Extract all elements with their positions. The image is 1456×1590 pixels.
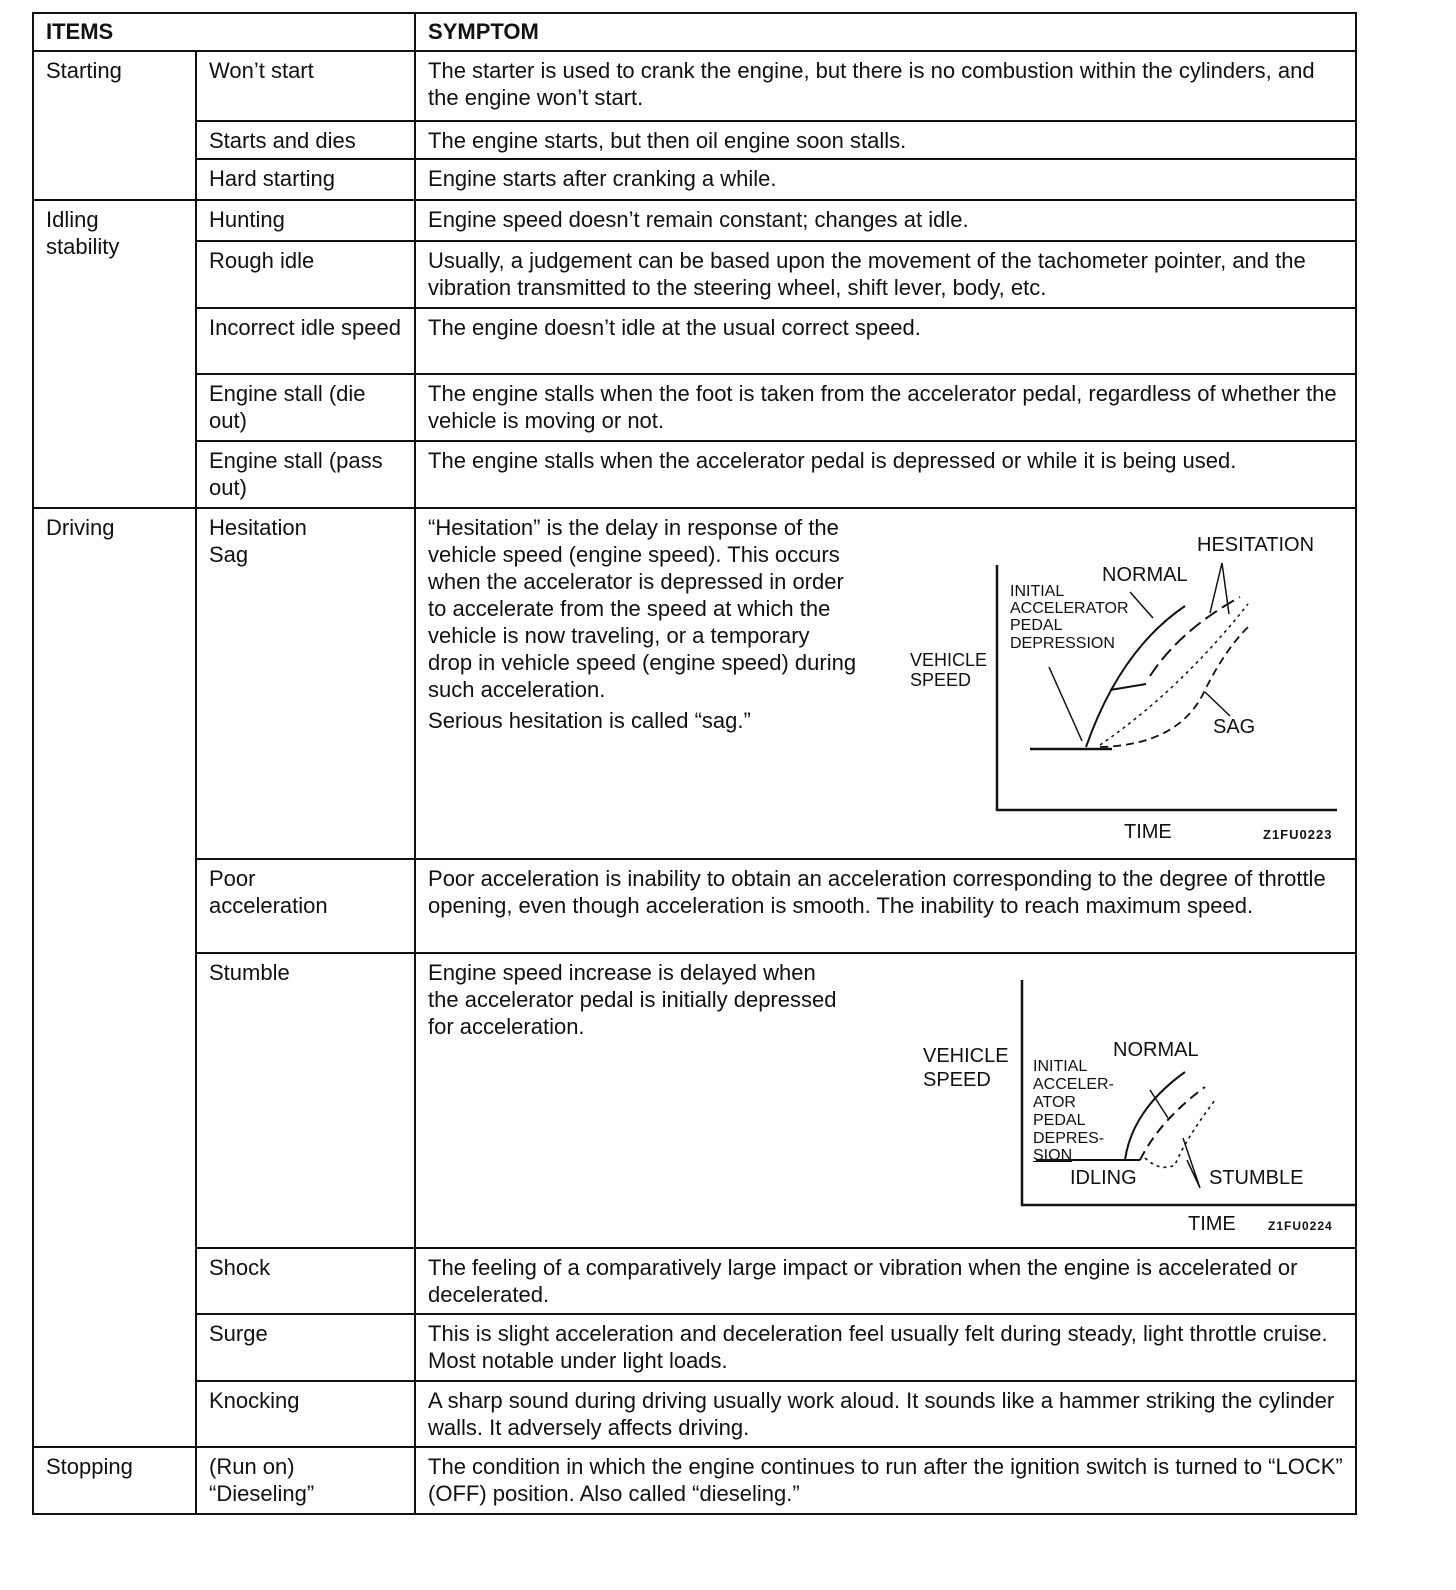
item: Hunting xyxy=(196,200,415,241)
symptom-table xyxy=(32,12,1357,1515)
table-row xyxy=(33,374,1356,441)
symptom-text: “Hesitation” is the delay in response of the vehicle speed (engine speed). This occurs when the accelerator is depressed in order to accelerate from the speed at which the vehicle is now traveling, or a temporary drop in vehicle speed (engine speed) during such acceleration. xyxy=(428,515,857,702)
item: Starts and dies xyxy=(196,121,415,159)
group-label: Idling stability xyxy=(46,207,120,259)
item: Won’t start xyxy=(196,51,415,121)
item: Hard starting xyxy=(196,159,415,200)
label-initial: PEDAL xyxy=(1033,1112,1086,1129)
symptom: The engine stalls when the foot is taken from the accelerator pedal, regardless of whether the vehicle is moving or not. xyxy=(415,374,1356,441)
table-row xyxy=(33,1381,1356,1447)
symptom: Engine speed doesn’t remain constant; changes at idle. xyxy=(415,200,1356,241)
group-stopping: Stopping xyxy=(33,1447,196,1514)
label-sag: SAG xyxy=(1213,716,1256,738)
group-driving: Driving xyxy=(33,508,196,1447)
label-initial: INITIAL xyxy=(1033,1058,1088,1075)
table-row xyxy=(33,1248,1356,1314)
symptom: Engine speed increase is delayed when the accelerator pedal is initially depressed for acceleration. xyxy=(415,953,1356,1248)
table-header xyxy=(33,13,1356,51)
item: Knocking xyxy=(196,1381,415,1447)
item: Rough idle xyxy=(196,241,415,308)
item: Engine stall (pass out) xyxy=(196,441,415,508)
table-row xyxy=(33,953,1356,1248)
table-row xyxy=(33,308,1356,374)
symptom-text-2: Serious hesitation is called “sag.” xyxy=(428,708,751,733)
item: Poor acceleration xyxy=(196,859,415,953)
table-row xyxy=(33,200,1356,241)
label-initial: INITIAL xyxy=(1010,583,1065,600)
symptom xyxy=(415,508,1356,859)
label-vehicle: VEHICLE xyxy=(910,650,988,670)
table-row xyxy=(33,441,1356,508)
label-initial: ACCELER- xyxy=(1033,1076,1114,1093)
symptom: Usually, a judgement can be based upon the movement of the tachometer pointer, and the vibration transmitted to the steering wheel, shift lever, body, etc. xyxy=(415,241,1356,308)
label-speed: SPEED xyxy=(910,670,972,690)
item: Incorrect idle speed xyxy=(196,308,415,374)
item: Shock xyxy=(196,1248,415,1314)
table-row xyxy=(33,51,1356,121)
table-row xyxy=(33,159,1356,200)
table-row xyxy=(33,1447,1356,1514)
label-time: TIME xyxy=(1188,1213,1236,1235)
group-idling xyxy=(33,200,196,508)
table-row xyxy=(33,508,1356,859)
label-initial: PEDAL xyxy=(1010,617,1063,634)
item: Engine stall (die out) xyxy=(196,374,415,441)
table-row xyxy=(33,1314,1356,1381)
label-idling: IDLING xyxy=(1070,1167,1137,1189)
symptom: The engine doesn’t idle at the usual correct speed. xyxy=(415,308,1356,374)
symptom: Poor acceleration is inability to obtain an acceleration corresponding to the degree of throttle opening, even though acceleration is smooth. The inability to reach maximum speed. xyxy=(415,859,1356,953)
label-speed: SPEED xyxy=(923,1069,991,1091)
label-stumble: STUMBLE xyxy=(1209,1167,1304,1189)
group-starting: Starting xyxy=(33,51,196,200)
symptom: This is slight acceleration and deceleration feel usually felt during steady, light throttle cruise. Most notable under light loads. xyxy=(415,1314,1356,1381)
label-vehicle: VEHICLE xyxy=(923,1045,1009,1067)
label-initial: ACCELERATOR xyxy=(1010,600,1129,617)
label-initial: DEPRES- xyxy=(1033,1130,1105,1147)
symptom: The feeling of a comparatively large impact or vibration when the engine is accelerated or decelerated. xyxy=(415,1248,1356,1314)
symptom: Engine starts after cranking a while. xyxy=(415,159,1356,200)
label-initial: SION xyxy=(1033,1147,1073,1164)
item: Surge xyxy=(196,1314,415,1381)
header-items: ITEMS xyxy=(33,13,415,51)
item: Hesitation Sag xyxy=(196,508,415,859)
label-normal: NORMAL xyxy=(1102,564,1188,586)
item: Stumble xyxy=(196,953,415,1248)
label-hesitation: HESITATION xyxy=(1197,534,1315,556)
table-row xyxy=(33,241,1356,308)
figure-code: Z1FU0224 xyxy=(1268,1219,1333,1233)
symptom: The starter is used to crank the engine, but there is no combustion within the cylinders, and the engine won’t start. xyxy=(415,51,1356,121)
table-row xyxy=(33,121,1356,159)
symptom: A sharp sound during driving usually work aloud. It sounds like a hammer striking the cylinder walls. It adversely affects driving. xyxy=(415,1381,1356,1447)
item: (Run on) “Dieseling” xyxy=(196,1447,415,1514)
label-normal: NORMAL xyxy=(1113,1039,1199,1061)
label-initial: DEPRESSION xyxy=(1010,635,1115,652)
symptom: The condition in which the engine continues to run after the ignition switch is turned to “LOCK” (OFF) position. Also called “dieseling.” xyxy=(415,1447,1356,1514)
label-time: TIME xyxy=(1124,821,1172,843)
figure-code: Z1FU0223 xyxy=(1263,827,1333,842)
table-row xyxy=(33,859,1356,953)
label-initial: ATOR xyxy=(1033,1094,1076,1111)
symptom: The engine stalls when the accelerator pedal is depressed or while it is being used. xyxy=(415,441,1356,508)
header-symptom: SYMPTOM xyxy=(415,13,1356,51)
symptom: The engine starts, but then oil engine soon stalls. xyxy=(415,121,1356,159)
